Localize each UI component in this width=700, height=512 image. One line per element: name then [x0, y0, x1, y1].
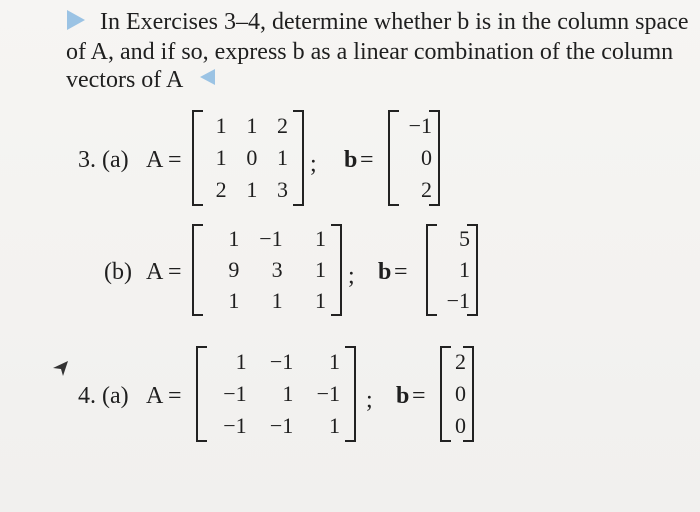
right-bracket	[331, 224, 342, 316]
instruction-line-3: vectors of A	[66, 67, 184, 93]
b-variable-3a: b	[344, 147, 358, 173]
play-left-marker-icon	[200, 69, 215, 85]
mouse-cursor-icon	[50, 358, 70, 378]
matrix-entry: 5	[459, 226, 470, 252]
matrix-entry: 1	[246, 113, 258, 138]
problem-3a-a-eq: A =	[146, 147, 182, 173]
b-equals-3b: =	[394, 259, 408, 285]
matrix-entry: 0	[455, 381, 466, 406]
play-right-marker-icon	[67, 10, 85, 30]
problem-3b-a-eq: A =	[146, 259, 182, 285]
vector-b-3a	[388, 110, 440, 206]
matrix-entry: −1	[223, 381, 247, 406]
problem-4a-label: 4. (a)	[78, 383, 129, 409]
matrix-entry: 0	[455, 413, 466, 438]
matrix-entry: 1	[328, 349, 340, 374]
matrix-entry: −1	[223, 413, 247, 438]
vector-b-4a	[440, 346, 474, 442]
matrix-entry: −1	[446, 287, 470, 313]
matrix-entry: 2	[215, 177, 227, 202]
matrix-entry: 1	[459, 257, 470, 282]
matrix-a-4a	[196, 346, 356, 442]
matrix-entry: −1	[269, 349, 294, 374]
matrix-entry: 1	[314, 257, 326, 282]
matrix-entry: −1	[408, 113, 432, 138]
matrix-entry: −1	[316, 381, 340, 406]
matrix-entry: 1	[246, 177, 258, 202]
instruction-line-2: of A, and if so, express b as a linear combination of the column	[66, 39, 674, 65]
matrix-entry: 3	[276, 177, 288, 202]
matrix-entry: 0	[421, 145, 432, 170]
vector-b-3b	[426, 224, 478, 316]
problem-3b-label: (b)	[104, 259, 132, 285]
matrix-entry: 1	[235, 349, 247, 374]
matrix-entry: 1	[314, 287, 326, 313]
matrix-entry: −1	[259, 226, 283, 252]
matrix-entry: 0	[246, 145, 258, 170]
right-bracket	[345, 346, 356, 442]
matrix-entry: 3	[271, 257, 283, 282]
problem-4a-a-eq: A =	[146, 383, 182, 409]
matrix-a-3a	[192, 110, 304, 206]
b-variable-3b: b	[378, 259, 392, 285]
semicolon-3a: ;	[310, 151, 317, 177]
matrix-a-3b	[192, 224, 342, 316]
b-equals-3a: =	[360, 147, 374, 173]
b-equals-4a: =	[412, 383, 426, 409]
matrix-entry: 2	[421, 177, 432, 202]
matrix-entry: 1	[228, 226, 240, 252]
problem-3a-label: 3. (a)	[78, 147, 129, 173]
matrix-entry: 1	[328, 413, 340, 438]
matrix-entry: 1	[271, 287, 283, 313]
right-bracket	[293, 110, 304, 206]
matrix-entry: 1	[282, 381, 294, 406]
matrix-entry: 2	[455, 349, 466, 374]
matrix-entry: 1	[215, 145, 227, 170]
semicolon-3b: ;	[348, 263, 355, 289]
semicolon-4a: ;	[366, 387, 373, 413]
matrix-entry: −1	[269, 413, 294, 438]
b-variable-4a: b	[396, 383, 410, 409]
matrix-entry: 1	[314, 226, 326, 252]
instruction-line-1: In Exercises 3–4, determine whether b is in the column space	[100, 9, 689, 35]
matrix-entry: 1	[276, 145, 288, 170]
matrix-entry: 2	[276, 113, 288, 138]
matrix-entry: 1	[228, 287, 240, 313]
matrix-entry: 9	[228, 257, 240, 282]
matrix-entry: 1	[215, 113, 227, 138]
